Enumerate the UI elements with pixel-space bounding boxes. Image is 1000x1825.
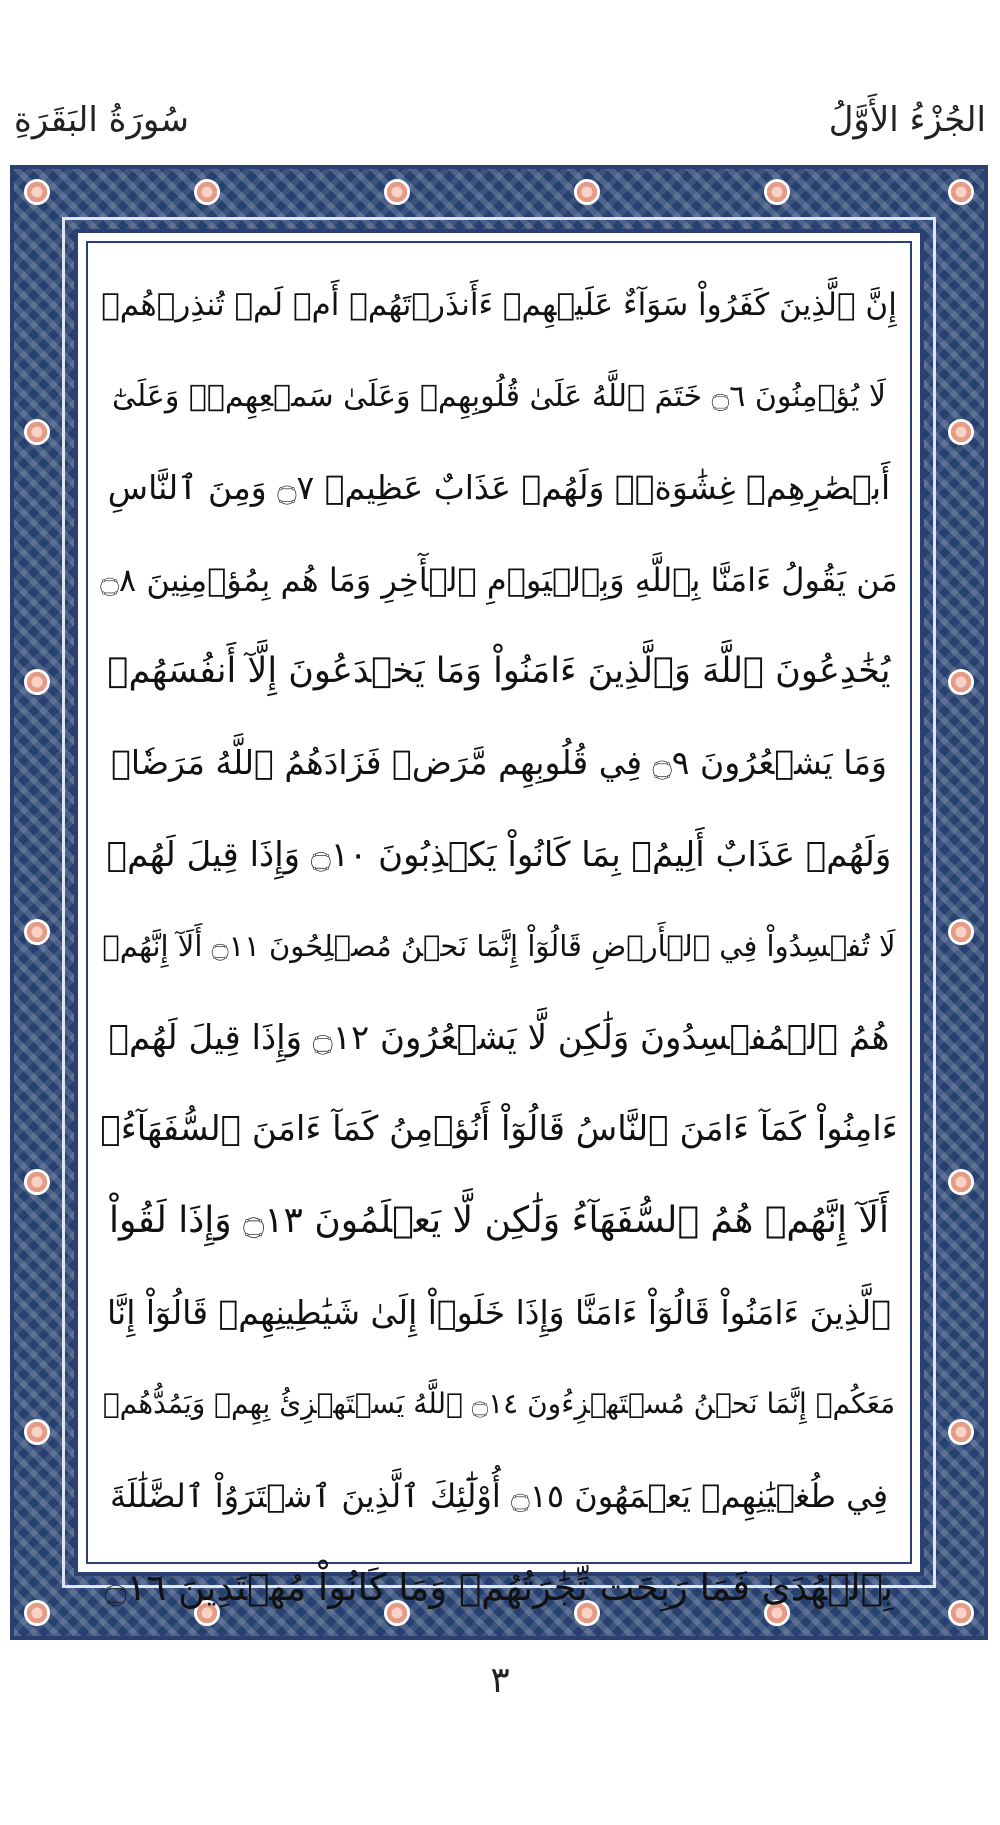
- flower-ornament-icon: [24, 1419, 50, 1445]
- flower-ornament-icon: [384, 179, 410, 205]
- text-panel: [74, 229, 924, 1609]
- flower-ornament-icon: [574, 179, 600, 205]
- verse-line-3: أَبۡصَٰرِهِمۡ غِشَٰوَةٞۖ وَلَهُمۡ عَذَابٌ عَظِيمٞ ۝٧ وَمِنَ ٱلنَّاسِ: [107, 468, 891, 508]
- verse-line-7: وَلَهُمۡ عَذَابٌ أَلِيمُۢ بِمَا كَانُواْ يَكۡذِبُونَ ۝١٠ وَإِذَا قِيلَ لَهُمۡ: [106, 834, 892, 875]
- verse-line-10: ءَامِنُواْ كَمَآ ءَامَنَ ٱلنَّاسُ قَالُوٓاْ أَنُؤۡمِنُ كَمَآ ءَامَنَ ٱلسُّفَهَآءُۗ: [100, 1109, 898, 1150]
- flower-ornament-icon: [24, 919, 50, 945]
- flower-ornament-icon: [948, 1169, 974, 1195]
- flower-ornament-icon: [948, 419, 974, 445]
- flower-ornament-icon: [24, 1600, 50, 1626]
- verse-line-8: لَا تُفۡسِدُواْ فِي ٱلۡأَرۡضِ قَالُوٓاْ إِنَّمَا نَحۡنُ مُصۡلِحُونَ ۝١١ أَلَآ إِنَّهُمۡ: [102, 928, 896, 963]
- verse-line-9: هُمُ ٱلۡمُفۡسِدُونَ وَلَٰكِن لَّا يَشۡعُرُونَ ۝١٢ وَإِذَا قِيلَ لَهُمۡ: [108, 1018, 890, 1059]
- flower-ornament-icon: [24, 179, 50, 205]
- flower-ornament-icon: [24, 669, 50, 695]
- surah-name-header: سُورَةُ البَقَرَةِ: [14, 100, 189, 140]
- flower-ornament-icon: [24, 419, 50, 445]
- flower-ornament-icon: [948, 669, 974, 695]
- page-number: ٣: [490, 1660, 510, 1701]
- flower-ornament-icon: [948, 1600, 974, 1626]
- verse-line-1: إِنَّ ٱلَّذِينَ كَفَرُواْ سَوَآءٌ عَلَيۡهِمۡ ءَأَنذَرۡتَهُمۡ أَمۡ لَمۡ تُنذِرۡهُمۡ: [101, 286, 897, 323]
- verse-line-6: وَمَا يَشۡعُرُونَ ۝٩ فِي قُلُوبِهِم مَّرَضٞ فَزَادَهُمُ ٱللَّهُ مَرَضٗاۖ: [111, 743, 887, 783]
- verse-line-5: يُخَٰدِعُونَ ٱللَّهَ وَٱلَّذِينَ ءَامَنُواْ وَمَا يَخۡدَعُونَ إِلَّآ أَنفُسَهُمۡ: [107, 651, 891, 692]
- verse-line-4: مَن يَقُولُ ءَامَنَّا بِٱللَّهِ وَبِٱلۡيَوۡمِ ٱلۡأٓخِرِ وَمَا هُم بِمُؤۡمِنِينَ ۝٨: [100, 560, 898, 599]
- flower-ornament-icon: [24, 1169, 50, 1195]
- verse-lines: [100, 259, 898, 1633]
- verse-line-12: ٱلَّذِينَ ءَامَنُواْ قَالُوٓاْ ءَامَنَّا وَإِذَا خَلَوۡاْ إِلَىٰ شَيَٰطِينِهِمۡ قَالُوٓاْ إِنَّا: [106, 1292, 892, 1332]
- verse-line-13: مَعَكُمۡ إِنَّمَا نَحۡنُ مُسۡتَهۡزِءُونَ ۝١٤ ٱللَّهُ يَسۡتَهۡزِئُ بِهِمۡ وَيَمُدُّهُمۡ: [102, 1387, 896, 1421]
- verse-line-14: فِي طُغۡيَٰنِهِمۡ يَعۡمَهُونَ ۝١٥ أُوْلَٰٓئِكَ ٱلَّذِينَ ٱشۡتَرَوُاْ ٱلضَّلَٰلَةَ: [109, 1476, 889, 1515]
- verse-line-11: أَلَآ إِنَّهُمۡ هُمُ ٱلسُّفَهَآءُ وَلَٰكِن لَّا يَعۡلَمُونَ ۝١٣ وَإِذَا لَقُواْ: [109, 1200, 889, 1242]
- flower-ornament-icon: [764, 179, 790, 205]
- flower-ornament-icon: [194, 179, 220, 205]
- flower-ornament-icon: [948, 1419, 974, 1445]
- flower-ornament-icon: [948, 919, 974, 945]
- verse-line-15: بِٱلۡهُدَىٰ فَمَا رَبِحَت تِّجَٰرَتُهُمۡ وَمَا كَانُواْ مُهۡتَدِينَ ۝١٦: [104, 1565, 894, 1609]
- juz-name-header: الجُزْءُ الأَوَّلُ: [828, 100, 986, 140]
- ornamental-border: [10, 165, 988, 1640]
- flower-ornament-icon: [948, 179, 974, 205]
- verse-line-2: لَا يُؤۡمِنُونَ ۝٦ خَتَمَ ٱللَّهُ عَلَىٰ قُلُوبِهِمۡ وَعَلَىٰ سَمۡعِهِمۡۖ وَعَلَىٰٓ: [111, 378, 887, 414]
